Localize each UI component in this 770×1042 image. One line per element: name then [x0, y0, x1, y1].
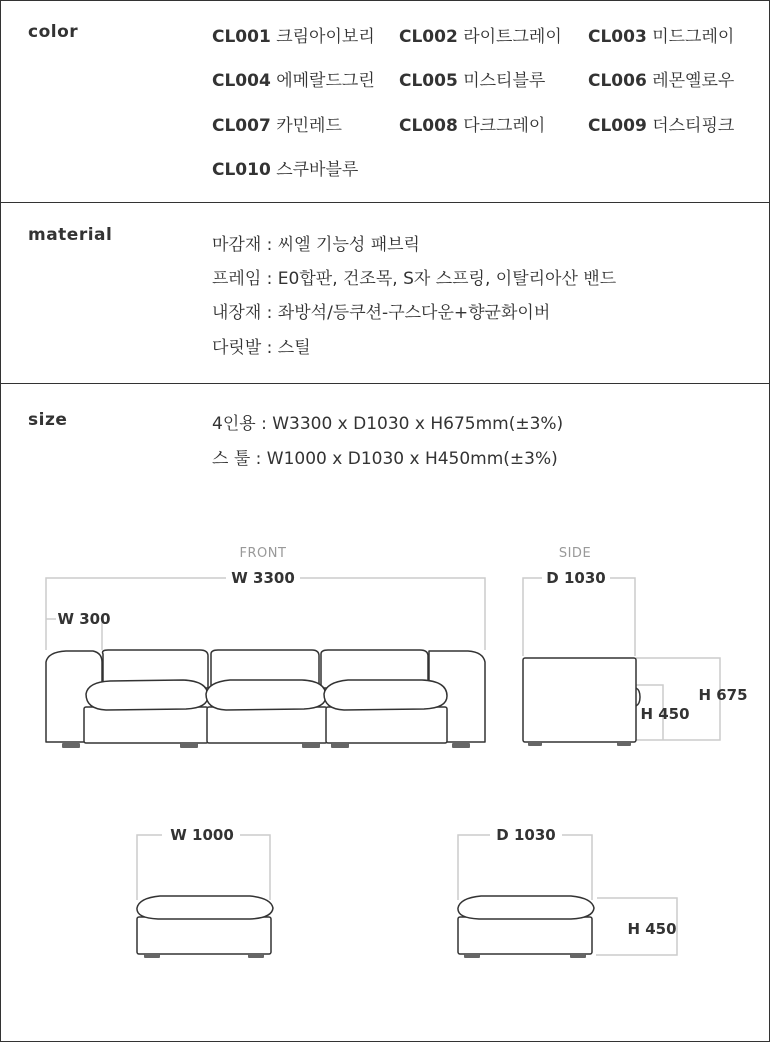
material-frame: 프레임 : E0합판, 건조목, S자 스프링, 이탈리아산 밴드: [212, 269, 617, 289]
color-name: 미스티블루: [463, 71, 546, 91]
side-view-title: SIDE: [558, 546, 592, 561]
color-name: 에메랄드그린: [276, 71, 375, 91]
material-legs: 다릿발 : 스틸: [212, 338, 311, 358]
sofa-side-drawing: [523, 658, 640, 742]
stool-side-drawing: [458, 896, 594, 954]
size-stool: 스 툴 : W1000 x D1030 x H450mm(±3%): [212, 449, 558, 469]
stool-width-label: W 1000: [170, 826, 234, 844]
color-name: 레몬옐로우: [652, 71, 735, 91]
stool-width-dimension-line: [137, 835, 270, 900]
front-width-dimension-line: [46, 578, 485, 650]
size-section-label: size: [28, 410, 68, 430]
material-section-label: material: [28, 225, 113, 245]
front-view-title: FRONT: [239, 546, 287, 561]
color-code: CL006: [588, 71, 647, 91]
stool-height-label: H 450: [627, 920, 677, 938]
color-code: CL001: [212, 27, 271, 47]
sofa-front-drawing: [46, 650, 485, 743]
stool-depth-label: D 1030: [496, 826, 556, 844]
color-name: 미드그레이: [652, 27, 735, 47]
total-height-label: H 675: [698, 686, 748, 704]
stool-front-drawing: [137, 896, 273, 954]
color-name: 라이트그레이: [463, 27, 562, 47]
seat-height-label: H 450: [640, 705, 690, 723]
size-sofa: 4인용 : W3300 x D1030 x H675mm(±3%): [212, 414, 564, 434]
color-code: CL010: [212, 160, 271, 180]
sofa-depth-label: D 1030: [546, 569, 606, 587]
color-name: 카민레드: [276, 116, 342, 136]
color-code: CL007: [212, 116, 271, 136]
material-finish: 마감재 : 씨엘 기능성 패브릭: [212, 235, 420, 255]
color-name: 더스티핑크: [652, 116, 735, 136]
color-section-label: color: [28, 22, 79, 42]
color-name: 다크그레이: [463, 116, 546, 136]
color-code: CL009: [588, 116, 647, 136]
color-name: 스쿠바블루: [276, 160, 359, 180]
sofa-width-label: W 3300: [231, 569, 295, 587]
color-code: CL008: [399, 116, 458, 136]
color-code: CL004: [212, 71, 271, 91]
color-code: CL003: [588, 27, 647, 47]
arm-width-label: W 300: [57, 610, 111, 628]
material-filling: 내장재 : 좌방석/등쿠션-구스다운+향균화이버: [212, 303, 551, 323]
color-code: CL002: [399, 27, 458, 47]
color-name: 크림아이보리: [276, 27, 375, 47]
color-code: CL005: [399, 71, 458, 91]
